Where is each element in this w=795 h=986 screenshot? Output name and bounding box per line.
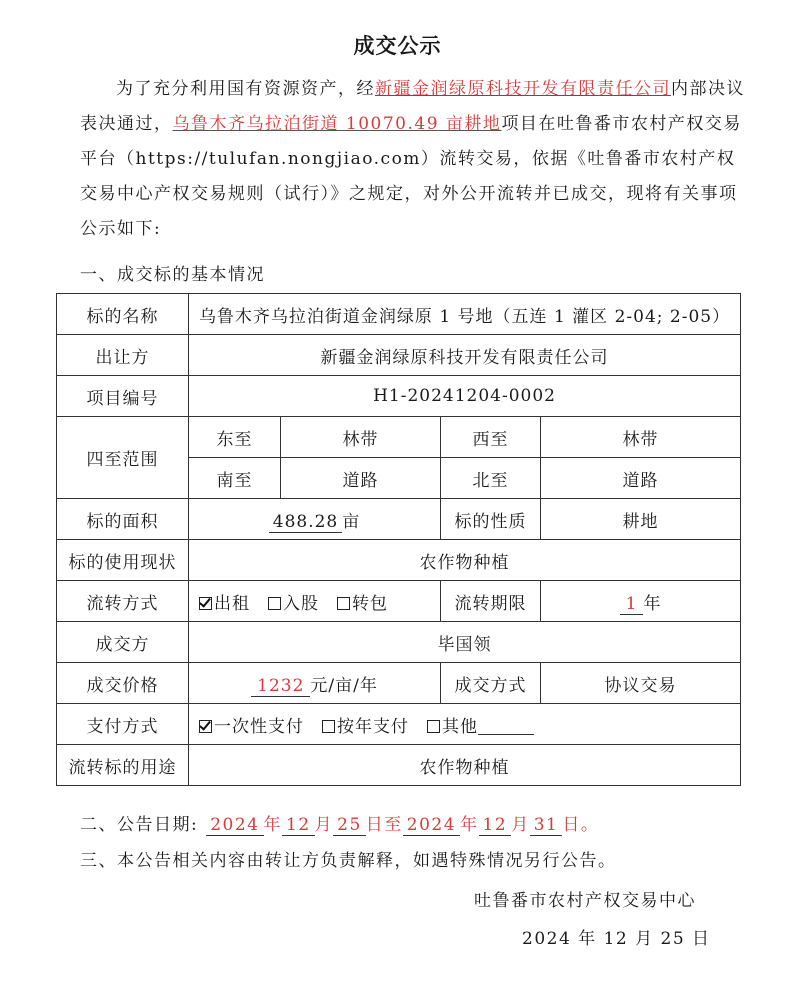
table-row [57,376,741,417]
month-char: 月 [314,815,334,835]
end-month: 12 [479,815,512,836]
method-option-share[interactable]: 入股 [268,589,319,614]
other-blank-line [478,720,534,735]
price-value: 1232 [251,676,310,697]
project-name: 乌鲁木齐乌拉泊街道 10070.49 亩耕地 [172,114,502,134]
table-row [57,622,741,663]
table-row [57,581,741,622]
table-row [57,335,741,376]
year-char: 年 [460,815,479,835]
checkbox-checked-icon[interactable] [199,720,212,733]
end-day-suffix: 日。 [562,815,600,835]
signature-org: 吐鲁番市农村产权交易中心 [474,891,696,911]
status-label: 标的使用现状 [57,540,189,581]
deal-method-label: 成交方式 [441,663,541,704]
price-label: 成交价格 [57,663,189,704]
pay-label: 支付方式 [57,704,189,745]
table-row [57,417,741,458]
start-to: 日至 [365,815,403,835]
deal-method-value: 协议交易 [541,663,741,704]
table-row [57,540,741,581]
east-value: 林带 [281,417,441,458]
price-cell [189,663,441,704]
use-value: 农作物种植 [189,745,741,786]
start-month: 12 [282,815,315,836]
pay-option-onetime[interactable]: 一次性支付 [199,712,304,737]
method-option-lease[interactable]: 出租 [199,589,250,614]
signature-date: 2024 年 12 月 25 日 [522,929,711,949]
table-row [57,294,741,335]
section3-line: 三、本公告相关内容由转让方负责解释，如遇特殊情况另行公告。 [80,851,617,871]
west-value: 林带 [541,417,741,458]
method-options [189,581,441,622]
intro-paragraph [80,72,745,247]
intro-text-1: 为了充分利用国有资源资产，经 [116,79,375,99]
south-value: 道路 [281,458,441,499]
status-value: 农作物种植 [189,540,741,581]
section2-line [80,810,599,835]
start-day: 25 [333,815,366,836]
north-value: 道路 [541,458,741,499]
checkbox-icon[interactable] [268,597,281,610]
checkbox-icon[interactable] [322,720,335,733]
project-no-label: 项目编号 [57,376,189,417]
method-option-subcontract[interactable]: 转包 [337,589,388,614]
nature-label: 标的性质 [441,499,541,540]
west-label: 西至 [441,417,541,458]
buyer-value: 毕国领 [189,622,741,663]
east-label: 东至 [189,417,281,458]
section2-prefix: 二、公告日期: [80,815,199,835]
area-value: 488.28 [269,512,342,533]
name-label: 标的名称 [57,294,189,335]
section1-title: 一、成交标的基本情况 [80,265,265,285]
term-label: 流转期限 [441,581,541,622]
table-row [57,663,741,704]
project-no-value: H1-20241204-0002 [189,376,741,417]
boundary-label: 四至范围 [57,417,189,499]
buyer-label: 成交方 [57,622,189,663]
area-unit: 亩 [342,511,361,532]
end-day: 31 [530,815,563,836]
north-label: 北至 [441,458,541,499]
price-unit: 元/亩/年 [310,675,378,696]
south-label: 南至 [189,458,281,499]
company-name: 新疆金润绿原科技开发有限责任公司 [375,79,671,99]
method-label: 流转方式 [57,581,189,622]
term-unit: 年 [643,593,662,614]
intro-text-3: 项目在吐鲁番市农村产权交易平台（https://tulufan.nongjiao.com）流转交易，依据《吐鲁番市农村产权交易中心产权交易规则（试行）》之规定，对外公开流转并已成交，现将有关事项公示如下: [80,114,742,239]
intro-text-2: 内部决议表决通过， [80,79,745,134]
nature-value: 耕地 [541,499,741,540]
term-value: 1 [620,594,644,615]
transferor-label: 出让方 [57,335,189,376]
end-year: 2024 [403,815,460,836]
month-char: 月 [511,815,530,835]
table-row [57,745,741,786]
start-year: 2024 [206,815,263,836]
use-label: 流转标的用途 [57,745,189,786]
table-row [57,499,741,540]
area-label: 标的面积 [57,499,189,540]
transferor-value: 新疆金润绿原科技开发有限责任公司 [189,335,741,376]
page-title: 成交公示 [353,33,442,58]
table-row [57,704,741,745]
area-cell [189,499,441,540]
term-cell [541,581,741,622]
checkbox-icon[interactable] [337,597,350,610]
checkbox-icon[interactable] [427,720,440,733]
pay-options [189,704,741,745]
checkbox-checked-icon[interactable] [199,597,212,610]
year-char: 年 [263,815,282,835]
pay-option-yearly[interactable]: 按年支付 [322,712,409,737]
pay-option-other[interactable]: 其他 [427,712,534,737]
name-value: 乌鲁木齐乌拉泊街道金润绿原 1 号地（五连 1 灌区 2-04; 2-05） [189,294,741,335]
info-table [56,293,741,786]
